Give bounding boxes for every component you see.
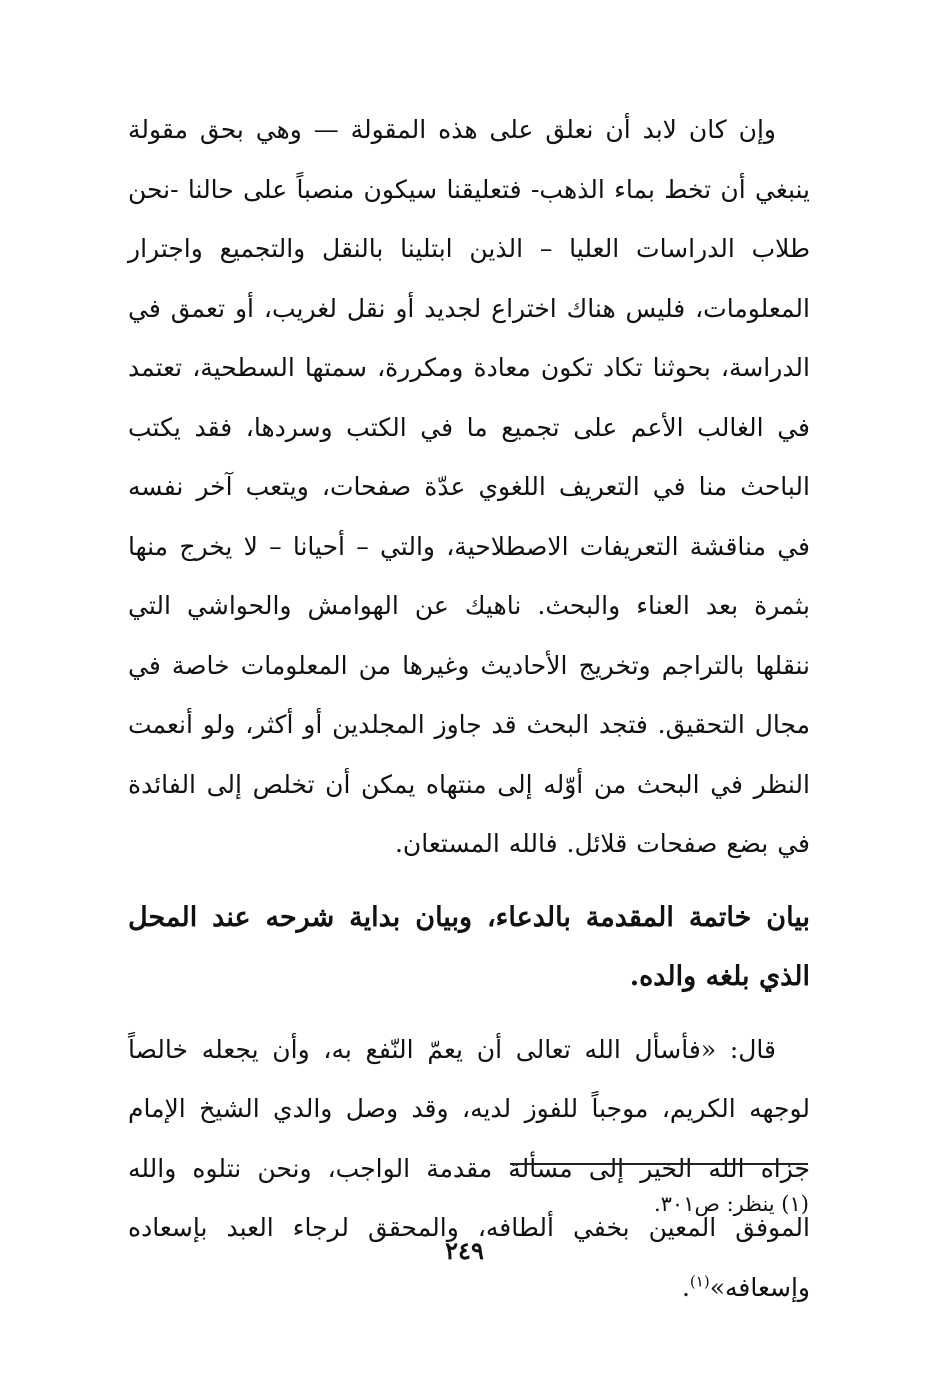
body-paragraph-2-end: . (681, 1272, 690, 1302)
body-paragraph-2-text: قال: «فأسأل الله تعالى أن يعمّ النّفع به، وأن يجعله خالصاً لوجهه الكريم، موجباً للفوز لديه، وقد وصل والدي الشيخ الإمام جزاه الله الخير إلى مسألة مقدمة الواجب، ونحن نتلوه والله الموفق المعين بخفي ألطافه، والمحقق لرجاء العبد بإسعاده وإسعافه» (128, 1034, 810, 1302)
body-paragraph-2 (128, 1020, 810, 1318)
footnote-reference: (١) (689, 1272, 710, 1291)
section-heading: بيان خاتمة المقدمة بالدعاء، وبيان بداية شرحه عند المحل الذي بلغه والده. (128, 901, 810, 992)
page-body (128, 100, 810, 1317)
page-number: ٢٤٩ (445, 1236, 484, 1265)
footnote: (١) ينظر: ص٣٠١. (653, 1192, 809, 1216)
body-paragraph-1: وإن كان لابد أن نعلق على هذه المقولة — وهي بحق مقولة ينبغي أن تخط بماء الذهب- فتعليقنا سيكون منصباً على حالنا -نحن طلاب الدراسات العليا – الذين ابتلينا بالنقل والتجميع واجترار المعلومات، فليس هناك اختراع لجديد أو نقل لغريب، أو تعمق في الدراسة، بحوثنا تكاد تكون معادة ومكررة، سمتها السطحية، تعتمد في الغالب الأعم على تجميع ما في الكتب وسردها، فقد يكتب الباحث منا في التعريف اللغوي عدّة صفحات، ويتعب آخر نفسه في مناقشة التعريفات الاصطلاحية، والتي – أحيانا – لا يخرج منها بثمرة بعد العناء والبحث. ناهيك عن الهوامش والحواشي التي ننقلها بالتراجم وتخريج الأحاديث وغيرها من المعلومات خاصة في مجال التحقيق. فتجد البحث قد جاوز المجلدين أو أكثر، ولو أنعمت النظر في البحث من أوّله إلى منتهاه يمكن أن تخلص إلى الفائدة في بضع صفحات قلائل. فالله المستعان. (128, 115, 810, 858)
footnote-separator (510, 1163, 808, 1165)
